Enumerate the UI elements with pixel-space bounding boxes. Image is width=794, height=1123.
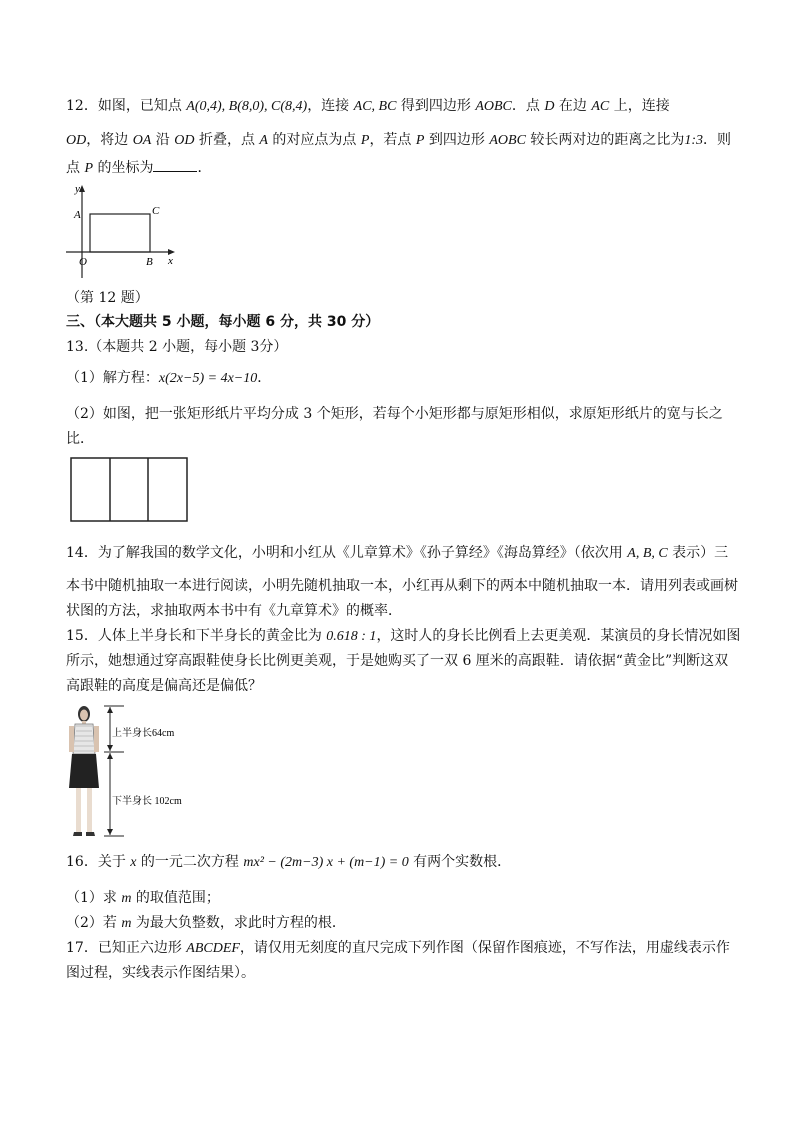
q14-line-1: 14．为了解我国的数学文化，小明和小红从《儿章算术》《孙子算经》《海岛算经》（依次用 A, B, C 表示）三 bbox=[66, 545, 729, 561]
fig-label-O: O bbox=[79, 256, 87, 268]
fig-label-C: C bbox=[152, 205, 160, 217]
q13-part-2-line-2: 比． bbox=[66, 431, 94, 447]
q16-line-1: 16．关于 x 的一元二次方程 mx² − (2m−3) x + (m−1) = 0 有两个实数根． bbox=[66, 854, 512, 870]
fig-label-x: x bbox=[168, 255, 173, 267]
q12-line-3: 点 P 的坐标为 ． bbox=[66, 157, 211, 179]
q13-intro: 13.（本题共 2 小题，每小题 3分） bbox=[66, 339, 288, 355]
q12-caption: （第 12 题） bbox=[66, 290, 149, 306]
fig-label-y: y bbox=[75, 183, 80, 195]
lower-body-label: 下半身长 102cm bbox=[112, 796, 182, 807]
q12-coordinate-figure bbox=[62, 180, 182, 280]
q15-body-figure bbox=[64, 704, 204, 840]
upper-body-label: 上半身长64cm bbox=[112, 728, 175, 739]
q13-rectangle-figure bbox=[70, 457, 190, 525]
q17-line-1: 17．已知正六边形 ABCDEF，请仅用无刻度的直尺完成下列作图（保留作图痕迹，不写作法，用虚线表示作 bbox=[66, 940, 730, 956]
q13-part-2-line-1: （2）如图，把一张矩形纸片平均分成 3 个矩形，若每个小矩形都与原矩形相似，求原矩形纸片的宽与长之 bbox=[66, 406, 723, 422]
woman-illustration bbox=[69, 706, 99, 836]
q14-line-2: 本书中随机抽取一本进行阅读，小明先随机抽取一本，小红再从剩下的两本中随机抽取一本．请用列表或画树 bbox=[66, 578, 738, 594]
q13-part-1: （1）解方程：x(2x−5) = 4x−10． bbox=[66, 370, 272, 386]
q15-line-2: 所示，她想通过穿高跟鞋使身长比例更美观，于是她购买了一双 6 厘米的高跟鞋．请依据“黄金比”判断这双 bbox=[66, 653, 729, 669]
q14-line-3: 状图的方法，求抽取两本书中有《九章算术》的概率． bbox=[66, 603, 402, 619]
q16-part-1: （1）求 m 的取值范围； bbox=[66, 890, 220, 906]
answer-blank bbox=[153, 157, 197, 172]
q15-line-3: 高跟鞋的高度是偏高还是偏低？ bbox=[66, 678, 262, 694]
q17-line-2: 图过程，实线表示作图结果）。 bbox=[66, 965, 255, 981]
fig-label-B: B bbox=[146, 256, 153, 268]
fig-label-A: A bbox=[74, 209, 81, 221]
q15-line-1: 15．人体上半身长和下半身长的黄金比为 0.618 : 1，这时人的身长比例看上去更美观．某演员的身长情况如图 bbox=[66, 628, 741, 644]
q12-line-1: 12．如图，已知点 A(0,4), B(8,0), C(8,4)，连接 AC, BC 得到四边形 AOBC．点 D 在边 AC 上，连接 bbox=[66, 98, 670, 114]
section-3-heading: 三、（本大题共 5 小题，每小题 6 分，共 30 分） bbox=[66, 314, 380, 330]
q12-line-2: OD，将边 OA 沿 OD 折叠，点 A 的对应点为点 P，若点 P 到四边形 AOBC 较长两对边的距离之比为1:3．则 bbox=[66, 132, 732, 148]
q16-part-2: （2）若 m 为最大负整数，求此时方程的根． bbox=[66, 915, 346, 931]
